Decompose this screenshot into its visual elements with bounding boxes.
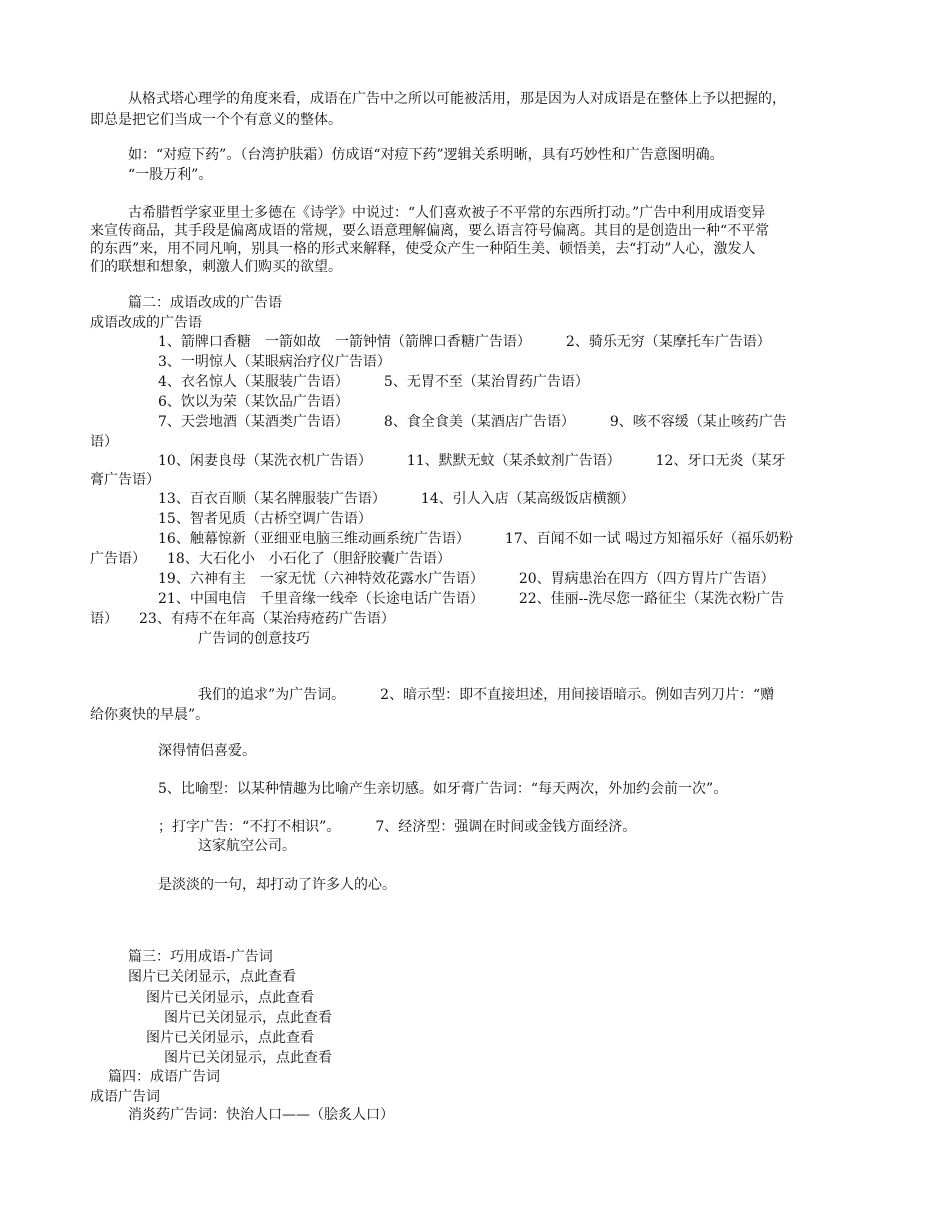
creative-tips-title: 广告词的创意技巧 bbox=[198, 631, 310, 647]
paragraph-1-line-2: 即总是把它们当成一个个有意义的整体。 bbox=[90, 112, 342, 128]
image-placeholder-link[interactable]: 图片已关闭显示，点此查看 bbox=[128, 969, 296, 985]
section-4-heading: 篇四：成语广告词 bbox=[108, 1069, 220, 1085]
paragraph-3-line-1: 古希腊哲学家亚里士多德在《诗学》中说过：“人们喜欢被子不平常的东西所打动。”广告中利用成语变异 bbox=[128, 205, 766, 221]
fragment-line: 深得情侣喜爱。 bbox=[158, 743, 256, 759]
fragment-line: 是淡淡的一句，却打动了许多人的心。 bbox=[158, 877, 396, 893]
slogan-line: 6、饮以为荣（某饮品广告语） bbox=[158, 394, 349, 410]
slogan-line: 广告语） 18、大石化小 小石化了（胆舒胶囊广告语） bbox=[90, 551, 451, 567]
paragraph-2-line-1: 如：“对痘下药”。（台湾护肤霜）仿成语“对痘下药”逻辑关系明晰，具有巧妙性和广告意图明确。 bbox=[128, 147, 724, 163]
slogan-line: 4、衣名惊人（某服装广告语） 5、无胃不至（某治胃药广告语） bbox=[158, 374, 589, 390]
fragment-line: 给你爽快的早晨”。 bbox=[90, 707, 210, 723]
section-2-heading: 篇二：成语改成的广告语 bbox=[128, 295, 282, 311]
section-3-heading: 篇三：巧用成语-广告词 bbox=[128, 949, 273, 965]
slogan-line: 1、箭牌口香糖 一箭如故 一箭钟情（箭牌口香糖广告语） 2、骑乐无穷（某摩托车广告语） bbox=[158, 334, 771, 350]
fragment-line: 5、比喻型：以某种情趣为比喻产生亲切感。如牙膏广告词：“每天两次，外加约会前一次”。 bbox=[158, 781, 728, 797]
section-4-line-1: 消炎药广告词：快治人口——（脍炙人口） bbox=[128, 1107, 394, 1123]
slogan-line: 语） bbox=[90, 434, 118, 450]
paragraph-1-line-1: 从格式塔心理学的角度来看，成语在广告中之所以可能被活用，那是因为人对成语是在整体上予以把握的， bbox=[128, 91, 786, 107]
slogan-line: 语） 23、有痔不在年高（某治痔疮药广告语） bbox=[90, 611, 395, 627]
section-4-subheading: 成语广告词 bbox=[90, 1089, 160, 1105]
slogan-line: 10、闲妻良母（某洗衣机广告语） 11、默默无蚊（某杀蚊剂广告语） 12、牙口无炎（某牙 bbox=[158, 453, 786, 469]
slogan-line: 21、中国电信 千里音缘一线牵（长途电话广告语） 22、佳丽--洗尽您一路征尘（某洗衣粉广告 bbox=[158, 591, 785, 607]
paragraph-2-line-2: “一股万利”。 bbox=[128, 167, 213, 183]
fragment-line: ；打字广告：“不打不相识”。 7、经济型：强调在时间或金钱方面经济。 bbox=[158, 819, 637, 835]
slogan-line: 7、天尝地酒（某酒类广告语） 8、食全食美（某酒店广告语） 9、咳不容缓（某止咳药广告 bbox=[158, 414, 787, 430]
fragment-line: 我们的追求”为广告词。 2、暗示型：即不直接坦述，用间接语暗示。例如吉列刀片：“赠 bbox=[198, 687, 775, 703]
slogan-line: 13、百衣百顺（某名牌服装广告语） 14、引人入店（某高级饭店横额） bbox=[158, 491, 635, 507]
fragment-line: 这家航空公司。 bbox=[198, 838, 296, 854]
section-2-subheading: 成语改成的广告语 bbox=[90, 315, 202, 331]
paragraph-3-line-4: 们的联想和想象，刺激人们购买的欲望。 bbox=[90, 259, 342, 275]
slogan-line: 3、一明惊人（某眼病治疗仪广告语） bbox=[158, 354, 391, 370]
slogan-line: 膏广告语） bbox=[90, 472, 160, 488]
paragraph-3-line-3: 的东西”来，用不同凡响，别具一格的形式来解释，使受众产生一种陌生美、顿悟美，去“打动”人心，激发人 bbox=[90, 241, 756, 257]
slogan-line: 19、六神有主 一家无忧（六神特效花露水广告语） 20、胃病患治在四方（四方胃片广告语） bbox=[158, 571, 775, 587]
slogan-line: 16、触幕惊新（亚细亚电脑三维动画系统广告语） 17、百闻不如一试 喝过方知福乐好（福乐奶粉 bbox=[158, 531, 794, 547]
slogan-line: 15、智者见质（古桥空调广告语） bbox=[158, 511, 372, 527]
image-placeholder-link[interactable]: 图片已关闭显示，点此查看 bbox=[164, 1050, 332, 1066]
image-placeholder-link[interactable]: 图片已关闭显示，点此查看 bbox=[146, 1030, 314, 1046]
image-placeholder-link[interactable]: 图片已关闭显示，点此查看 bbox=[164, 1010, 332, 1026]
image-placeholder-link[interactable]: 图片已关闭显示，点此查看 bbox=[146, 990, 314, 1006]
paragraph-3-line-2: 来宣传商品，其手段是偏离成语的常规，要么语意理解偏离，要么语言符号偏离。其目的是创造出一种“不平常 bbox=[90, 223, 770, 239]
